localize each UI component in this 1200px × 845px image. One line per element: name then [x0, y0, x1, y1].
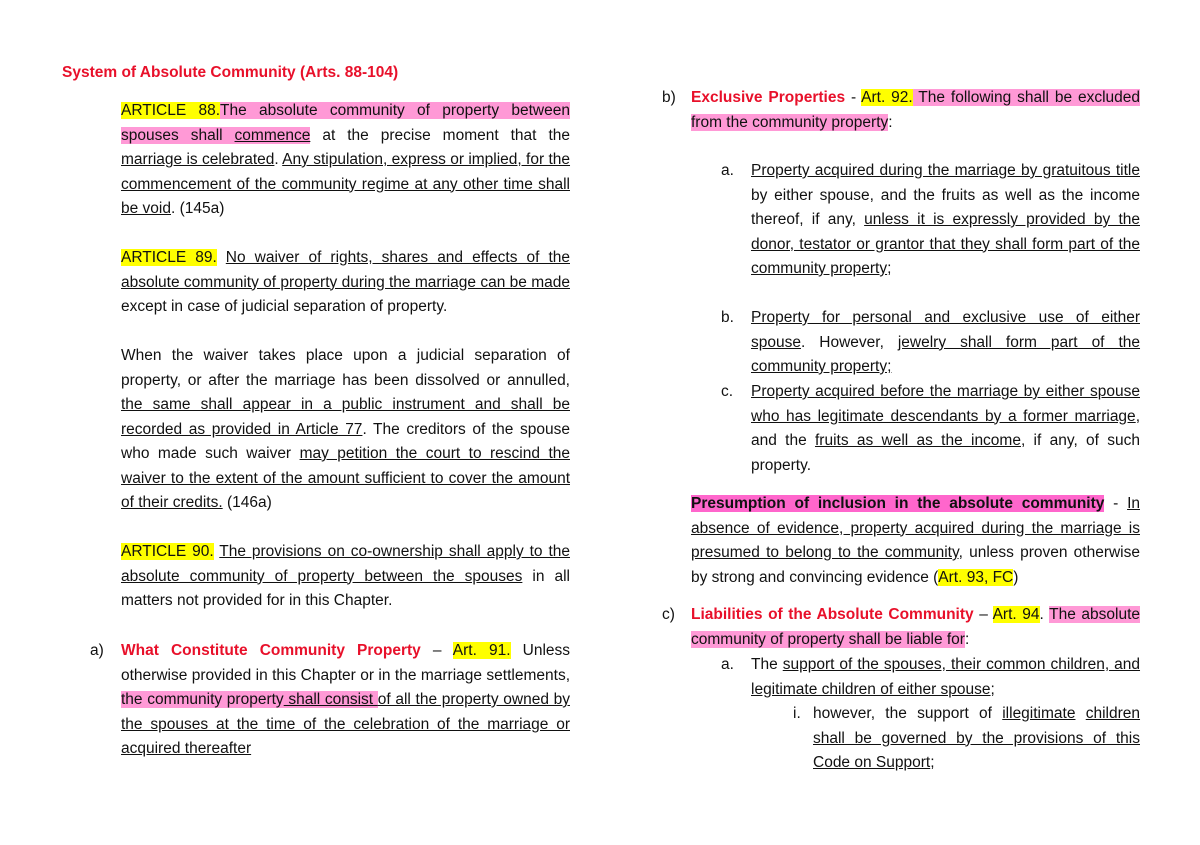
document-title: System of Absolute Community (Arts. 88-104) [62, 64, 399, 81]
section-a-heading: What Constitute Community Property [121, 642, 421, 659]
section-c-heading: Liabilities of the Absolute Community [691, 606, 974, 623]
section-c-item-i: however, the support of illegitimate children shall be governed by the provisions of this Code on Support; [813, 705, 1141, 771]
section-c-item-a: The support of the spouses, their common children, and legitimate children of either spouse; [751, 656, 1141, 698]
section-b-label: b) [662, 89, 676, 106]
section-b-item-a: Property acquired during the marriage by gratuitous title by either spouse, and the fruits as well as the income thereof, if any, unless it is expressly provided by the donor, testator or grantor that they shall form part of the community property; [751, 162, 1140, 277]
section-c-label: c) [662, 606, 675, 623]
article-89: ARTICLE 89. No waiver of rights, shares and effects of the absolute community of property during the marriage can be made except in case of judicial separation of property. [121, 249, 570, 315]
article-89-tag: ARTICLE 89. [121, 249, 217, 266]
section-a-body: What Constitute Community Property – Art. 91. Unless otherwise provided in this Chapter or in the marriage settlements, the community property shall consist of all the property owned by the spouses at the time of the celebration of the marriage or acquired thereafter [121, 642, 571, 757]
section-a-label: a) [90, 642, 104, 659]
article-90: ARTICLE 90. The provisions on co-ownership shall apply to the absolute community of property between the spouses in all matters not provided for in this Chapter. [121, 543, 571, 609]
article-90-tag: ARTICLE 90. [121, 543, 214, 560]
section-b-item-b-label: b. [721, 309, 734, 326]
section-b-item-a-label: a. [721, 162, 734, 179]
article-88: ARTICLE 88.The absolute community of property between spouses shall commence at the precise moment that the marriage is celebrated. Any stipulation, express or implied, for the commencement of the community regime at any other time shall be void. (145a) [121, 102, 571, 217]
presumption-heading: Presumption of inclusion in the absolute community [691, 495, 1105, 512]
article-88-tag: ARTICLE 88. [121, 102, 220, 119]
section-b-item-c: Property acquired before the marriage by either spouse who has legitimate descendants by a former marriage, and the fruits as well as the income, if any, of such property. [751, 383, 1140, 474]
section-c-item-i-label: i. [793, 705, 801, 722]
section-c-body: Liabilities of the Absolute Community – Art. 94. The absolute community of property shall be liable for: [691, 606, 1140, 648]
section-c-item-a-label: a. [721, 656, 734, 673]
section-b-item-b: Property for personal and exclusive use of either spouse. However, jewelry shall form part of the community property; [751, 309, 1141, 375]
section-b-item-c-label: c. [721, 383, 734, 400]
section-b-body: Exclusive Properties - Art. 92. The following shall be excluded from the community property: [691, 89, 1141, 131]
waiver-paragraph: When the waiver takes place upon a judicial separation of property, or after the marriage has been dissolved or annulled, the same shall appear in a public instrument and shall be recorded as provided in Article 77. The creditors of the spouse who made such waiver may petition the court to rescind the waiver to the extent of the amount sufficient to cover the amount of their credits. (146a) [121, 347, 570, 511]
section-b-heading: Exclusive Properties [691, 89, 846, 106]
presumption-paragraph: Presumption of inclusion in the absolute community - In absence of evidence, property acquired during the marriage is presumed to belong to the community, unless proven otherwise by strong and convincing evidence (Art. 93, FC) [691, 495, 1140, 586]
